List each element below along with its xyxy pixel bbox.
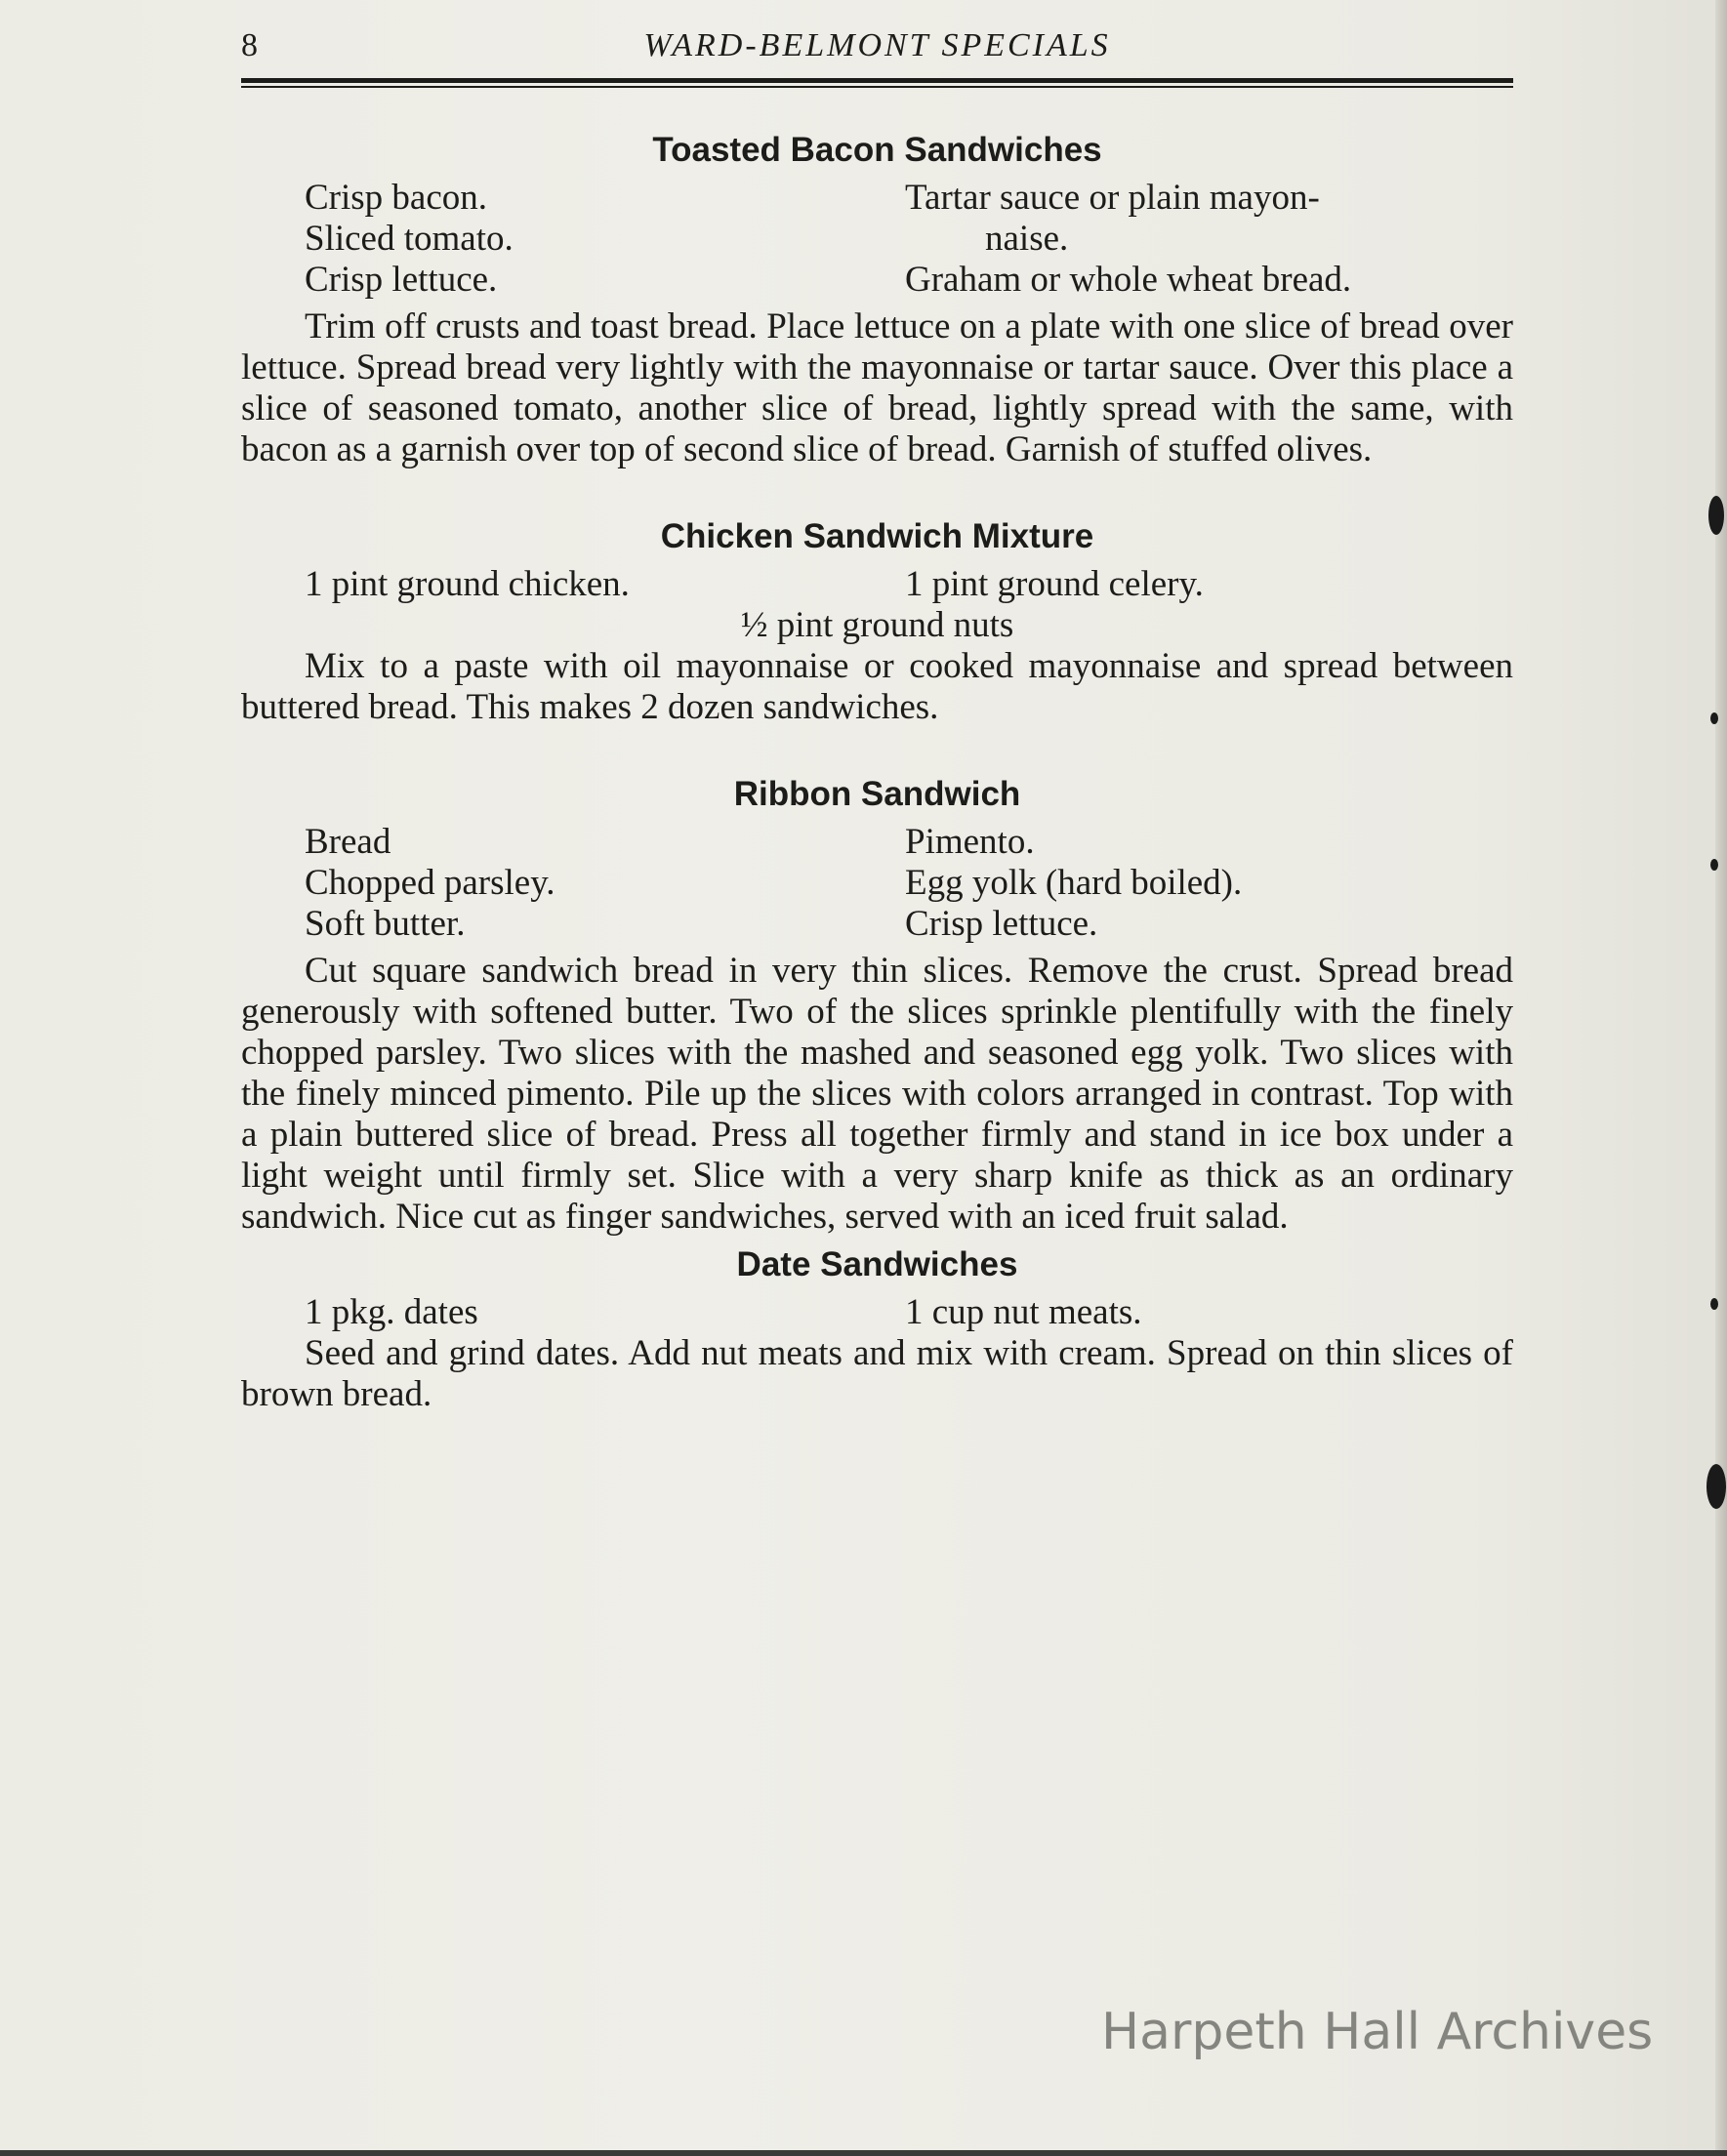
recipe-instructions: Trim off crusts and toast bread. Place lettuce on a plate with one slice of bread over lettuce. Spread bread very lightly with the mayonnaise or tartar sauce. Over this place a slice of seasoned tomato, another slice of bread, lightly spread with the same, with bacon as a garnish over top of second slice of bread. Garnish of stuffed olives.	[241, 306, 1513, 469]
ingredient-list	[241, 822, 1513, 945]
ingredient: Graham or whole wheat bread.	[905, 260, 1352, 300]
ingredient-list	[241, 1292, 1513, 1333]
recipe-title: Chicken Sandwich Mixture	[660, 517, 1094, 555]
recipe-toasted-bacon	[241, 129, 1513, 470]
recipe-chicken-sandwich	[241, 515, 1513, 728]
ingredient: Egg yolk (hard boiled).	[905, 863, 1243, 903]
binding-hole	[1710, 1298, 1718, 1310]
page-bottom-edge	[0, 2150, 1727, 2156]
page-edge	[1715, 0, 1727, 2156]
recipe-instructions: Seed and grind dates. Add nut meats and mix with cream. Spread on thin slices of brown bread.	[241, 1333, 1513, 1414]
ingredient: 1 pkg. dates	[305, 1292, 478, 1332]
ingredient: Tartar sauce or plain mayon-	[905, 178, 1320, 218]
page-header	[241, 27, 1513, 72]
page-number: 8	[241, 27, 258, 63]
ingredient: Sliced tomato.	[305, 219, 514, 259]
recipe-title: Toasted Bacon Sandwiches	[652, 131, 1102, 169]
ingredient: 1 pint ground chicken.	[305, 564, 630, 604]
recipe-instructions: Cut square sandwich bread in very thin slices. Remove the crust. Spread bread generously with softened butter. Two of the slices sprinkle plentifully with the finely chopped parsley. Two slices with the mashed and seasoned egg yolk. Two slices with the finely minced pimento. Pile up the slices with colors arranged in contrast. Top with a plain buttered slice of bread. Press all together firmly and stand in ice box under a light weight until firmly set. Slice with a very sharp knife as thick as an ordinary sandwich. Nice cut as finger sandwiches, served with an iced fruit salad.	[241, 951, 1513, 1237]
recipe-content	[241, 129, 1513, 1415]
ingredient: Crisp lettuce.	[305, 260, 498, 300]
ingredient-column-right	[905, 178, 1577, 301]
ingredient-column-left	[305, 1292, 905, 1333]
ingredient-column-right	[905, 1292, 1577, 1333]
recipe-ribbon-sandwich	[241, 773, 1513, 1238]
ingredient-column-right	[905, 822, 1577, 945]
archive-watermark: Harpeth Hall Archives	[1101, 2003, 1654, 2061]
running-title: WARD-BELMONT SPECIALS	[643, 27, 1111, 63]
header-rule	[241, 78, 1513, 83]
recipe-date-sandwiches	[241, 1243, 1513, 1415]
ingredient: 1 cup nut meats.	[905, 1292, 1142, 1332]
ingredient: Pimento.	[905, 822, 1035, 862]
binding-hole	[1710, 712, 1718, 724]
ingredient-column-left	[305, 178, 905, 301]
recipe-title: Date Sandwiches	[736, 1245, 1018, 1283]
ingredient-centered: ½ pint ground nuts	[740, 605, 1014, 645]
recipe-title: Ribbon Sandwich	[733, 775, 1021, 813]
binding-hole	[1706, 1464, 1726, 1509]
ingredient-column-right	[905, 564, 1577, 605]
ingredient-continuation: naise.	[985, 219, 1069, 259]
ingredient: 1 pint ground celery.	[905, 564, 1204, 604]
ingredient: Soft butter.	[305, 904, 466, 944]
binding-hole	[1708, 496, 1724, 535]
recipe-instructions: Mix to a paste with oil mayonnaise or cooked mayonnaise and spread between buttered bread. This makes 2 dozen sandwiches.	[241, 646, 1513, 727]
ingredient-list	[241, 564, 1513, 605]
ingredient-column-left	[305, 564, 905, 605]
ingredient: Chopped parsley.	[305, 863, 555, 903]
ingredient-list	[241, 178, 1513, 301]
ingredient: Crisp lettuce.	[905, 904, 1098, 944]
binding-hole	[1710, 859, 1718, 871]
header-rule-thin	[241, 86, 1513, 88]
ingredient-column-left	[305, 822, 905, 945]
ingredient: Crisp bacon.	[305, 178, 488, 218]
ingredient: Bread	[305, 822, 391, 862]
